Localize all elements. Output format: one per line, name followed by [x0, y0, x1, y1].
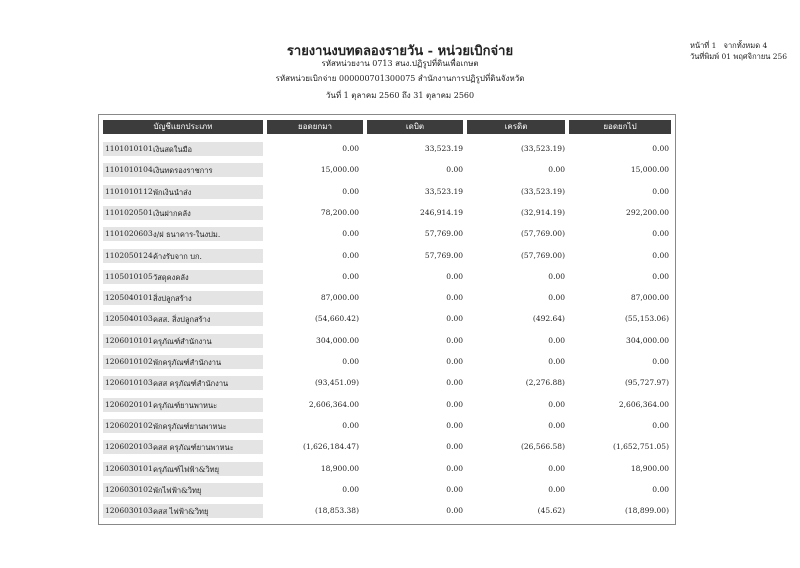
credit-value: 0.00	[548, 165, 565, 175]
account-code: 1206030102	[105, 484, 153, 494]
brought-forward-value: 2,606,364.00	[308, 399, 359, 409]
account-code: 1101010104	[105, 165, 153, 175]
account-cell	[103, 462, 263, 476]
carried-forward-value: 0.00	[652, 357, 669, 366]
account-name: ครุภัณฑ์ไฟฟ้า&วิทยุ	[153, 464, 220, 474]
account-code: 1101010112	[105, 186, 153, 196]
account-name: คสส. สิ่งปลูกสร้าง	[153, 315, 211, 325]
credit-value: 0.00	[548, 420, 565, 430]
debit-value: 0.00	[446, 399, 463, 409]
carried-forward-value: 0.00	[652, 271, 669, 281]
credit-value: 0.00	[548, 484, 565, 494]
table-row	[99, 500, 675, 521]
brought-forward-value: (18,853.38)	[314, 506, 359, 516]
debit-value: 246,914.19	[420, 207, 463, 217]
table-row	[99, 266, 675, 287]
header-debit: เดบิต	[367, 120, 463, 134]
account-cell	[103, 163, 263, 177]
brought-forward-value: 0.00	[342, 186, 359, 196]
brought-forward-value: 304,000.00	[316, 335, 359, 345]
account-code: 1206020101	[105, 399, 153, 409]
account-code: 1206010103	[105, 378, 153, 388]
brought-forward-value: (93,451.09)	[314, 378, 359, 388]
debit-value: 0.00	[446, 165, 463, 175]
account-name: เงินฝากคลัง	[153, 208, 191, 218]
table-row	[99, 202, 675, 223]
brought-forward-value: 87,000.00	[320, 293, 359, 303]
brought-forward-value: 0.00	[342, 144, 359, 153]
credit-value: (57,769.00)	[520, 229, 565, 239]
brought-forward-value: (1,626,184.47)	[303, 442, 359, 452]
table-row	[99, 287, 675, 308]
credit-value: 0.00	[548, 463, 565, 473]
account-cell	[103, 440, 263, 454]
debit-value: 57,769.00	[424, 229, 463, 239]
table-row	[99, 479, 675, 500]
account-code: 1206020102	[105, 420, 153, 430]
trial-balance-table	[98, 114, 676, 525]
credit-value: (26,566.58)	[520, 442, 565, 452]
account-cell	[103, 227, 263, 241]
credit-value: 0.00	[548, 335, 565, 345]
header-brought-forward: ยอดยกมา	[267, 120, 363, 134]
credit-value: (32,914.19)	[520, 207, 565, 217]
debit-value: 0.00	[446, 484, 463, 494]
table-row	[99, 181, 675, 202]
account-cell	[103, 376, 263, 390]
header-account: บัญชีแยกประเภท	[103, 120, 263, 134]
brought-forward-value: 0.00	[342, 357, 359, 366]
account-cell	[103, 142, 263, 156]
carried-forward-value: 87,000.00	[630, 293, 669, 303]
carried-forward-value: 0.00	[652, 144, 669, 153]
print-date: วันที่พิมพ์ 01 พฤศจิกายน 256	[690, 52, 788, 61]
account-code: 1206030101	[105, 463, 153, 473]
account-name: ค้างรับจาก บก.	[153, 251, 202, 261]
carried-forward-value: 2,606,364.00	[618, 399, 669, 409]
header-carried-forward: ยอดยกไป	[569, 120, 671, 134]
debit-value: 0.00	[446, 271, 463, 281]
brought-forward-value: 0.00	[342, 271, 359, 281]
brought-forward-value: 0.00	[342, 420, 359, 430]
account-code: 1206010102	[105, 357, 153, 366]
account-name: เงินสดในมือ	[153, 145, 193, 154]
account-cell	[103, 355, 263, 369]
account-code: 1205040103	[105, 314, 153, 324]
account-code: 1101020501	[105, 207, 153, 217]
account-cell	[103, 398, 263, 412]
account-code: 1206020103	[105, 442, 153, 452]
debit-value: 0.00	[446, 293, 463, 303]
table-row	[99, 138, 675, 159]
account-name: ครุภัณฑ์สำนักงาน	[153, 336, 212, 346]
account-cell	[103, 185, 263, 199]
debit-value: 0.00	[446, 357, 463, 366]
carried-forward-value: (95,727.97)	[624, 378, 669, 388]
carried-forward-value: (1,652,751.05)	[613, 442, 669, 452]
disbursement-line: รหัสหน่วยเบิกจ่าย 000000701300075 สำนักงานการปฏิรูปที่ดินจังหวัด	[275, 74, 525, 83]
table-row	[99, 308, 675, 329]
carried-forward-value: 0.00	[652, 186, 669, 196]
account-cell	[103, 504, 263, 518]
brought-forward-value: 18,900.00	[320, 463, 359, 473]
table-row	[99, 394, 675, 415]
account-name: คสส ครุภัณฑ์ยานพาหนะ	[153, 443, 234, 453]
debit-value: 0.00	[446, 463, 463, 473]
header-credit: เครดิต	[467, 120, 565, 134]
account-name: ครุภัณฑ์ยานพาหนะ	[153, 400, 218, 410]
date-range: วันที่ 1 ตุลาคม 2560 ถึง 31 ตุลาคม 2560	[325, 91, 475, 100]
account-code: 1101010101	[105, 144, 153, 153]
carried-forward-value: 0.00	[652, 229, 669, 239]
account-name: วัสดุคงคลัง	[153, 272, 189, 282]
credit-value: (2,276.88)	[525, 378, 565, 388]
account-code: 1102050124	[105, 250, 153, 260]
carried-forward-value: 0.00	[652, 420, 669, 430]
credit-value: (492.64)	[532, 314, 565, 324]
account-name: พักไฟฟ้า&วิทยุ	[153, 485, 202, 495]
account-name: พักครุภัณฑ์สำนักงาน	[153, 358, 222, 367]
carried-forward-value: 0.00	[652, 250, 669, 260]
table-row	[99, 330, 675, 351]
carried-forward-value: 18,900.00	[630, 463, 669, 473]
account-cell	[103, 334, 263, 348]
brought-forward-value: 0.00	[342, 229, 359, 239]
debit-value: 0.00	[446, 420, 463, 430]
account-name: สิ่งปลูกสร้าง	[153, 294, 192, 304]
table-row	[99, 372, 675, 393]
debit-value: 0.00	[446, 442, 463, 452]
carried-forward-value: 304,000.00	[626, 335, 669, 345]
account-code: 1206030103	[105, 506, 153, 516]
credit-value: (33,523.19)	[520, 186, 565, 196]
page-total: จากทั้งหมด 4	[723, 41, 768, 50]
table-row	[99, 458, 675, 479]
account-cell	[103, 483, 263, 497]
brought-forward-value: 78,200.00	[320, 207, 359, 217]
account-name: เงินทดรองราชการ	[153, 166, 213, 176]
table-row	[99, 223, 675, 244]
account-code: 1105010105	[105, 271, 153, 281]
agency-line: รหัสหน่วยงาน 0713 สนง.ปฏิรูปที่ดินเพื่อเกษต	[321, 59, 479, 68]
carried-forward-value: 292,200.00	[626, 207, 669, 217]
account-name: คสส ครุภัณฑ์สำนักงาน	[153, 379, 229, 389]
page-number: หน้าที่ 1	[690, 41, 717, 50]
credit-value: (33,523.19)	[520, 144, 565, 153]
table-row	[99, 351, 675, 372]
account-cell	[103, 419, 263, 433]
account-name: พักครุภัณฑ์ยานพาหนะ	[153, 421, 227, 431]
account-code: 1205040101	[105, 293, 153, 303]
debit-value: 0.00	[446, 506, 463, 516]
credit-value: (45.62)	[537, 506, 565, 516]
account-cell	[103, 312, 263, 326]
account-name: พักเงินนำส่ง	[153, 187, 192, 197]
account-cell	[103, 206, 263, 220]
brought-forward-value: 0.00	[342, 250, 359, 260]
carried-forward-value: (18,899.00)	[624, 506, 669, 516]
account-name: คสส ไฟฟ้า&วิทยุ	[153, 507, 209, 517]
credit-value: 0.00	[548, 293, 565, 303]
table-row	[99, 415, 675, 436]
carried-forward-value: 0.00	[652, 484, 669, 494]
debit-value: 57,769.00	[424, 250, 463, 260]
account-code: 1206010101	[105, 335, 153, 345]
account-cell	[103, 270, 263, 284]
debit-value: 0.00	[446, 314, 463, 324]
debit-value: 0.00	[446, 378, 463, 388]
carried-forward-value: (55,153.06)	[624, 314, 669, 324]
table-row	[99, 159, 675, 180]
table-row	[99, 245, 675, 266]
debit-value: 33,523.19	[424, 144, 463, 153]
brought-forward-value: 15,000.00	[320, 165, 359, 175]
credit-value: 0.00	[548, 399, 565, 409]
brought-forward-value: (54,660.42)	[314, 314, 359, 324]
credit-value: 0.00	[548, 357, 565, 366]
page-info	[690, 40, 787, 62]
account-cell	[103, 291, 263, 305]
debit-value: 33,523.19	[424, 186, 463, 196]
brought-forward-value: 0.00	[342, 484, 359, 494]
table-row	[99, 436, 675, 457]
account-name: ง/ฝ ธนาคาร-ในงปม.	[153, 230, 221, 240]
credit-value: 0.00	[548, 271, 565, 281]
account-cell	[103, 249, 263, 263]
credit-value: (57,769.00)	[520, 250, 565, 260]
debit-value: 0.00	[446, 335, 463, 345]
report-title: รายงานงบทดลองรายวัน - หน่วยเบิกจ่าย	[286, 44, 514, 59]
carried-forward-value: 15,000.00	[630, 165, 669, 175]
account-code: 1101020603	[105, 229, 153, 239]
